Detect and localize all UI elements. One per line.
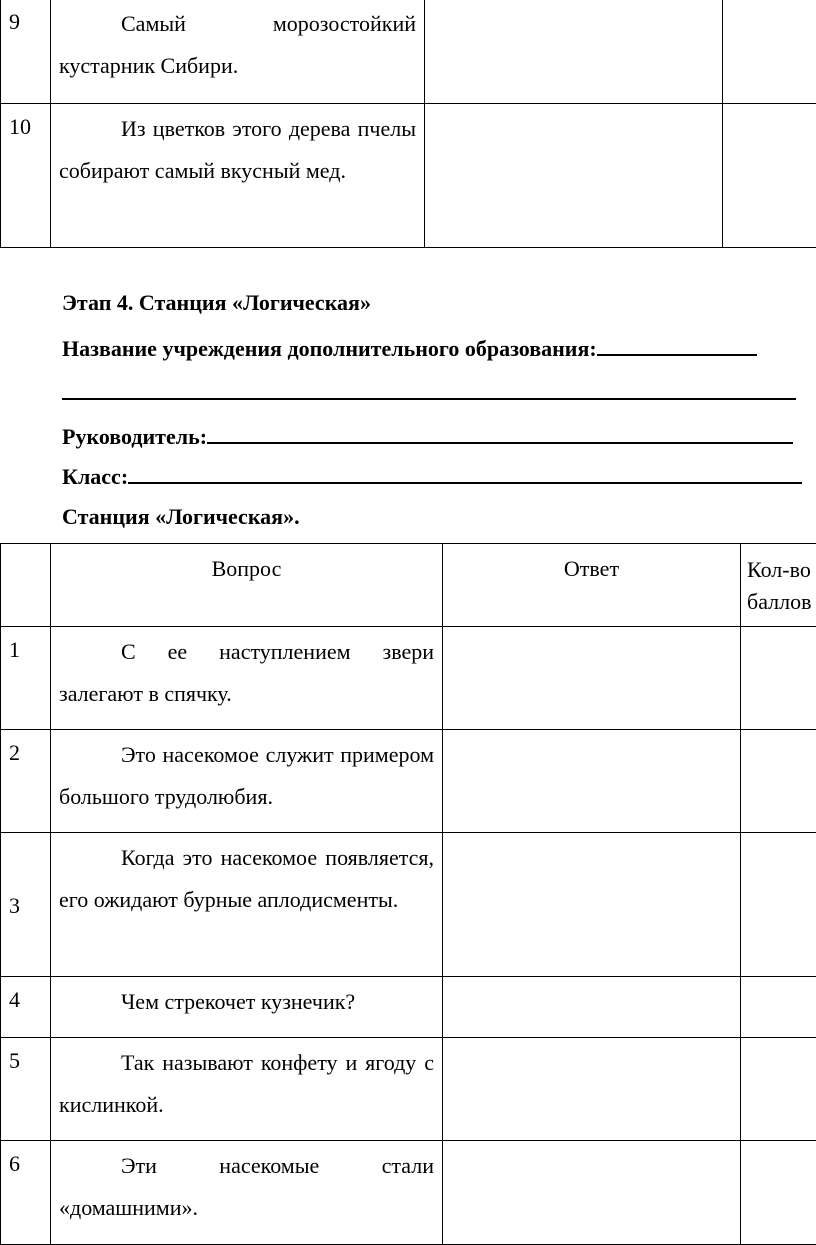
points-cell[interactable] [741, 833, 816, 977]
table-row [1, 730, 816, 833]
table-row [1, 977, 816, 1038]
institution-field [62, 334, 816, 362]
answer-cell[interactable] [443, 627, 741, 730]
row-number: 6 [1, 1141, 51, 1245]
header-question: Вопрос [51, 544, 443, 627]
table-row [1, 104, 816, 248]
row-number: 10 [1, 104, 51, 248]
question-cell: Самый морозостойкий кустарник Сибири. [51, 0, 425, 104]
question-cell: Это насекомое служит примером большого трудолюбия. [51, 730, 443, 833]
question-cell: Чем стрекочет кузнечик? [51, 977, 443, 1038]
institution-label: Название учреждения дополнительного образования: [62, 336, 597, 361]
question-cell: С ее наступлением звери залегают в спячку. [51, 627, 443, 730]
table-row [1, 0, 816, 104]
answer-cell[interactable] [425, 104, 723, 248]
leader-blank[interactable] [207, 422, 793, 444]
institution-blank[interactable] [597, 334, 757, 356]
class-label: Класс: [62, 464, 129, 489]
question-cell: Так называют конфету и ягоду с кислинкой. [51, 1038, 443, 1141]
leader-label: Руководитель: [62, 424, 208, 449]
header-num [1, 544, 51, 627]
points-cell[interactable] [723, 0, 816, 104]
row-number: 5 [1, 1038, 51, 1141]
answer-cell[interactable] [443, 833, 741, 977]
leader-field [62, 422, 816, 450]
answer-cell[interactable] [443, 1141, 741, 1245]
row-number: 1 [1, 627, 51, 730]
points-cell[interactable] [723, 104, 816, 248]
points-cell[interactable] [741, 730, 816, 833]
question-cell: Из цветков этого дерева пчелы собирают самый вкусный мед. [51, 104, 425, 248]
question-cell: Эти насекомые стали «домашними». [51, 1141, 443, 1245]
quiz-table-logic [0, 543, 816, 1245]
header-answer: Ответ [443, 544, 741, 627]
class-blank[interactable] [128, 462, 802, 484]
row-number: 3 [1, 833, 51, 977]
stage-title: Этап 4. Станция «Логическая» [62, 290, 371, 315]
points-cell[interactable] [741, 977, 816, 1038]
institution-blank-line-2[interactable] [62, 398, 796, 400]
answer-cell[interactable] [443, 977, 741, 1038]
table-row [1, 1141, 816, 1245]
table-row [1, 627, 816, 730]
table-row [1, 833, 816, 977]
points-cell[interactable] [741, 1141, 816, 1245]
station-title: Станция «Логическая». [62, 504, 300, 529]
question-cell: Когда это насекомое появляется, его ожидают бурные аплодисменты. [51, 833, 443, 977]
points-cell[interactable] [741, 627, 816, 730]
points-cell[interactable] [741, 1038, 816, 1141]
table-row [1, 1038, 816, 1141]
class-field [62, 462, 816, 490]
row-number: 2 [1, 730, 51, 833]
header-points: Кол-во баллов [741, 544, 816, 627]
row-number: 9 [1, 0, 51, 104]
table-header-row [1, 544, 816, 627]
row-number: 4 [1, 977, 51, 1038]
answer-cell[interactable] [425, 0, 723, 104]
answer-cell[interactable] [443, 730, 741, 833]
answer-cell[interactable] [443, 1038, 741, 1141]
quiz-table-botanical [0, 0, 816, 248]
